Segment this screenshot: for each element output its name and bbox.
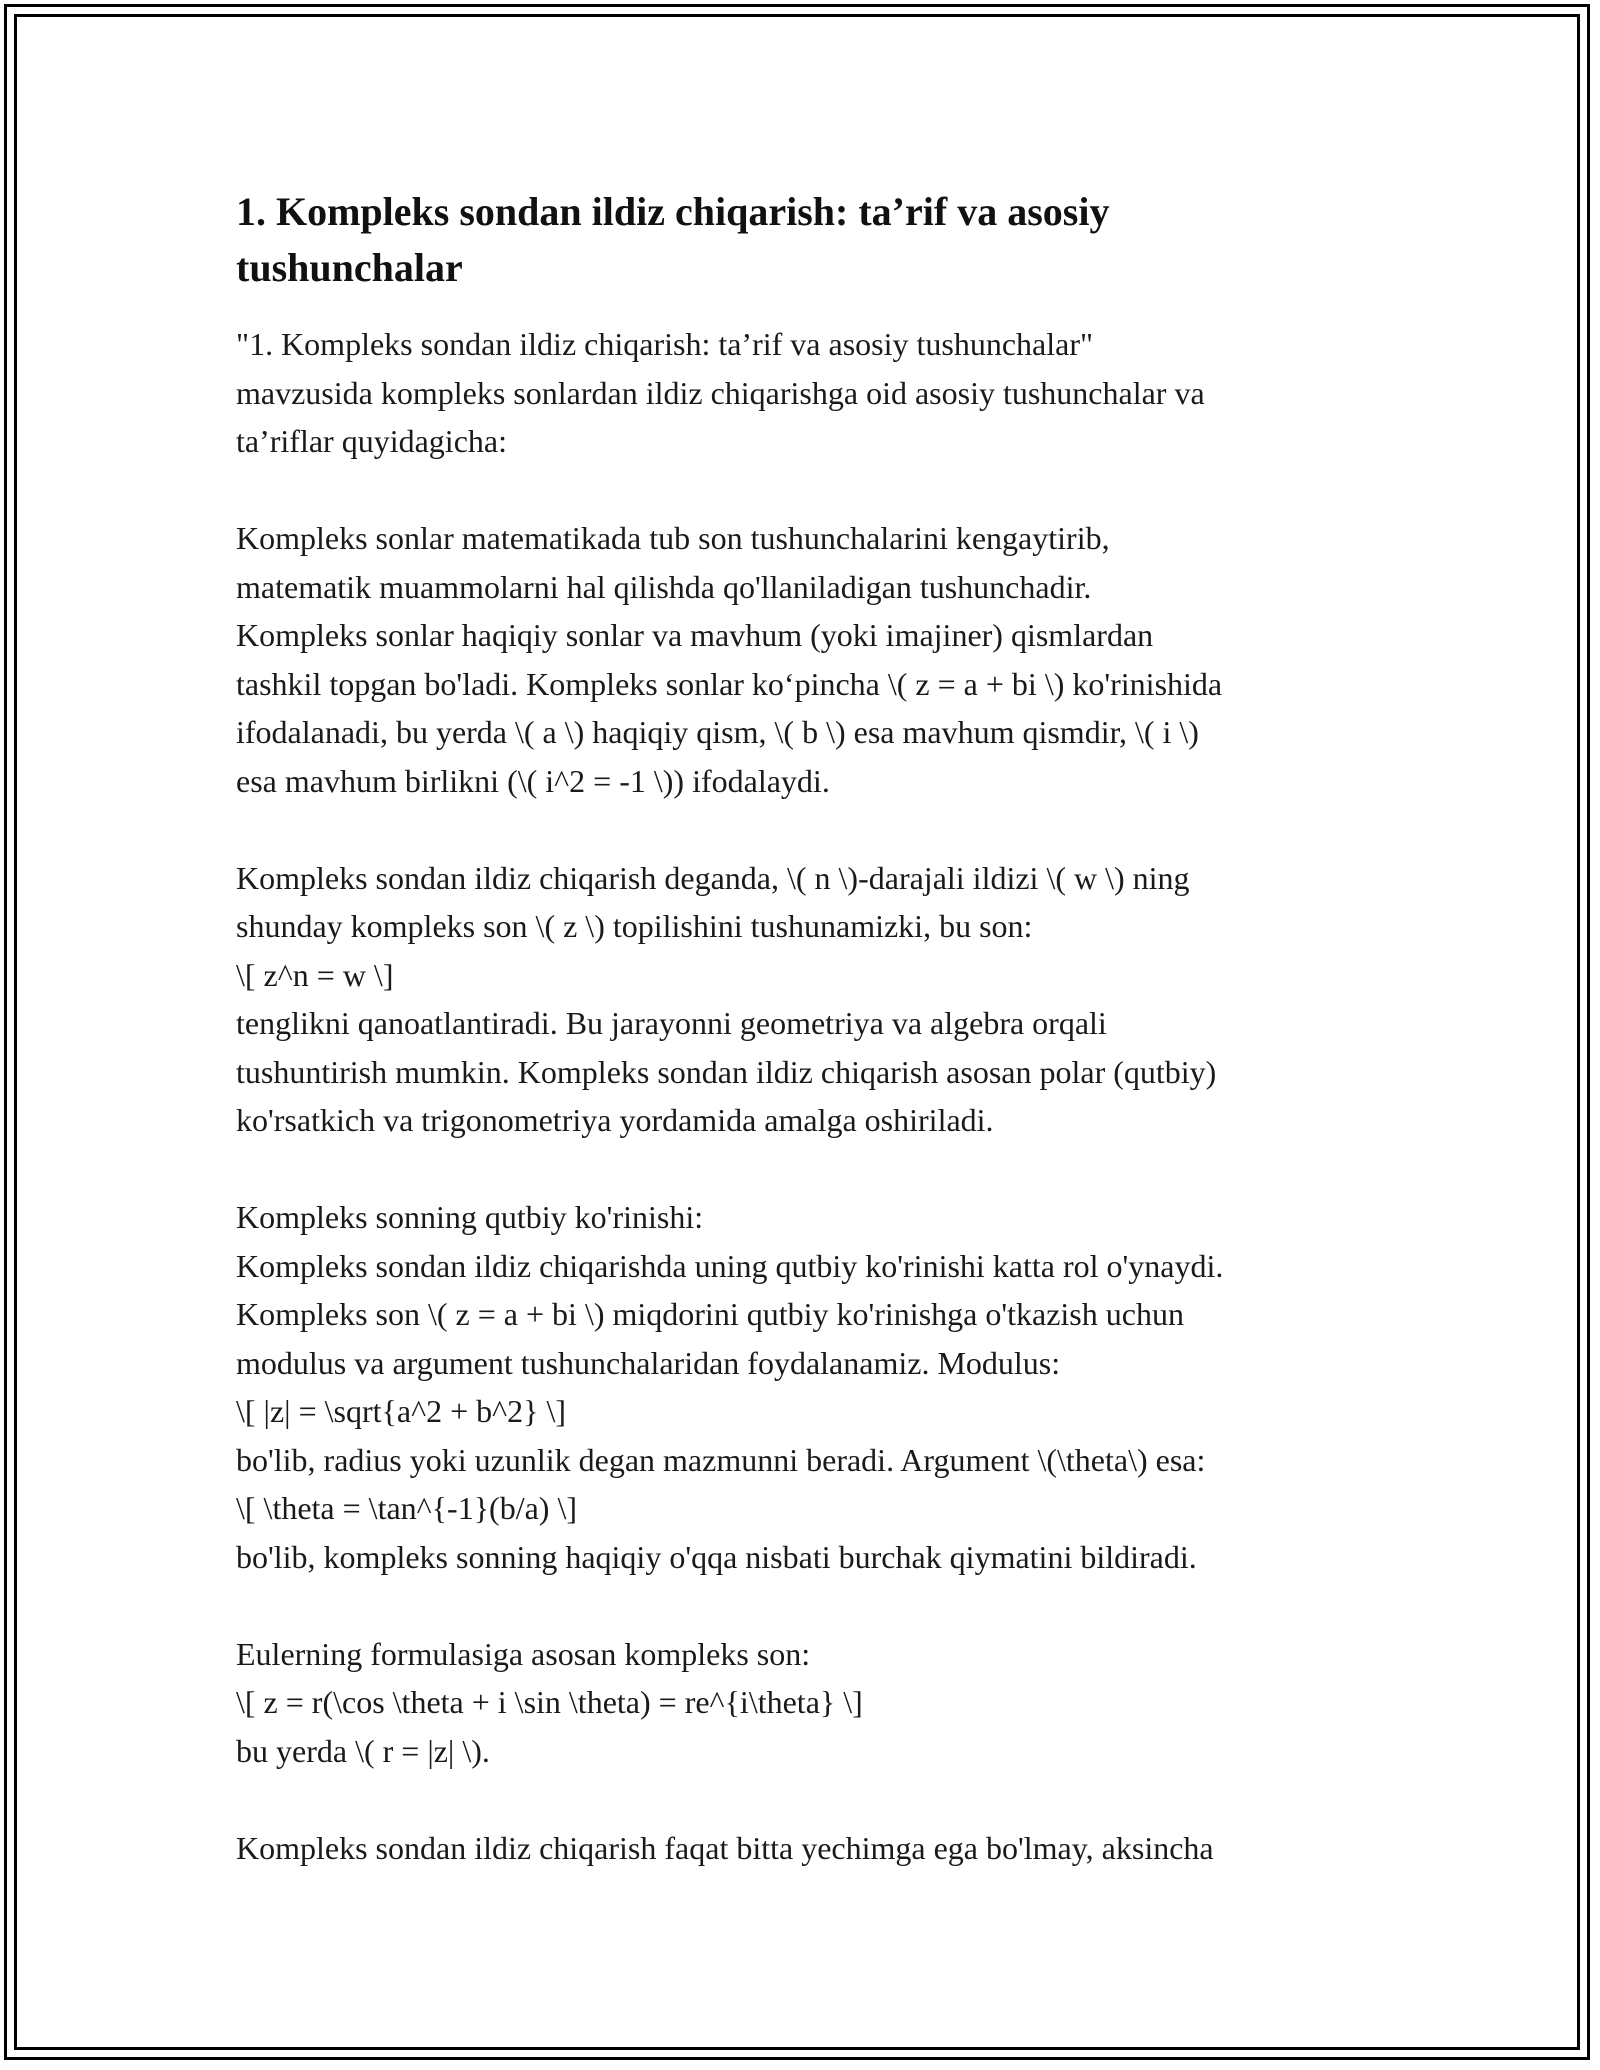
heading-line: tushunchalar xyxy=(236,245,463,290)
text-line: tushuntirish mumkin. Kompleks sondan ildiz chiqarish asosan polar (qutbiy) xyxy=(236,1053,1217,1090)
formula-line: \[ z = r(\cos \theta + i \sin \theta) = re^{i\theta} \] xyxy=(236,1684,863,1720)
text-line: mavzusida kompleks sonlardan ildiz chiqarishga oid asosiy tushunchalar va xyxy=(236,374,1205,411)
formula-line: \[ \theta = \tan^{-1}(b/a) \] xyxy=(236,1490,577,1526)
text-line: Kompleks son \( z = a + bi \) miqdorini qutbiy ko'rinishga o'tkazish uchun xyxy=(236,1296,1184,1332)
document-body xyxy=(236,184,1376,1921)
text-line: ta’riflar quyidagicha: xyxy=(236,423,507,459)
text-line: ko'rsatkich va trigonometriya yordamida amalga oshiriladi. xyxy=(236,1102,994,1138)
formula-line: \[ |z| = \sqrt{a^2 + b^2} \] xyxy=(236,1393,567,1429)
text-line: bo'lib, radius yoki uzunlik degan mazmunni beradi. Argument \(\theta\) esa: xyxy=(236,1441,1206,1478)
text-line: Kompleks sondan ildiz chiqarish faqat bitta yechimga ega bo'lmay, aksincha xyxy=(236,1829,1214,1866)
text-line: Kompleks sondan ildiz chiqarishda uning qutbiy ko'rinishi katta rol o'ynaydi. xyxy=(236,1247,1224,1284)
text-line: tenglikni qanoatlantiradi. Bu jarayonni geometriya va algebra orqali xyxy=(236,1005,1107,1041)
text-line: shunday kompleks son \( z \) topilishini tushunamizki, bu son: xyxy=(236,908,1033,944)
text-line: "1. Kompleks sondan ildiz chiqarish: ta’rif va asosiy tushunchalar" xyxy=(236,326,1094,362)
root-extraction-paragraph xyxy=(236,854,1376,1145)
text-line: Kompleks sonlar matematikada tub son tushunchalarini kengaytirib, xyxy=(236,520,1110,556)
text-line: bu yerda \( r = |z| \). xyxy=(236,1732,490,1769)
intro-paragraph xyxy=(236,320,1376,466)
definition-paragraph xyxy=(236,514,1376,805)
text-line: Kompleks sonlar haqiqiy sonlar va mavhum (yoki imajiner) qismlardan xyxy=(236,617,1154,653)
polar-form-paragraph xyxy=(236,1193,1376,1581)
text-line: Eulerning formulasiga asosan kompleks son: xyxy=(236,1635,811,1672)
formula-line: \[ z^n = w \] xyxy=(236,956,394,993)
text-line: esa mavhum birlikni (\( i^2 = -1 \)) ifodalaydi. xyxy=(236,762,830,799)
text-line: tashkil topgan bo'ladi. Kompleks sonlar ko‘pincha \( z = a + bi \) ko'rinishida xyxy=(236,665,1223,702)
text-line: ifodalanadi, bu yerda \( a \) haqiqiy qism, \( b \) esa mavhum qismdir, \( i \) xyxy=(236,714,1199,750)
text-line: bo'lib, kompleks sonning haqiqiy o'qqa nisbati burchak qiymatini bildiradi. xyxy=(236,1538,1197,1575)
text-line: matematik muammolarni hal qilishda qo'llaniladigan tushunchadir. xyxy=(236,568,1092,605)
section-heading xyxy=(236,184,1376,296)
text-line: Kompleks sondan ildiz chiqarish deganda, \( n \)-darajali ildizi \( w \) ning xyxy=(236,859,1190,896)
euler-formula-paragraph xyxy=(236,1630,1376,1776)
closing-paragraph xyxy=(236,1824,1376,1873)
text-line: modulus va argument tushunchalaridan foydalanamiz. Modulus: xyxy=(236,1344,1061,1381)
text-line: Kompleks sonning qutbiy ko'rinishi: xyxy=(236,1199,704,1235)
heading-line: 1. Kompleks sondan ildiz chiqarish: ta’rif va asosiy xyxy=(236,189,1110,234)
